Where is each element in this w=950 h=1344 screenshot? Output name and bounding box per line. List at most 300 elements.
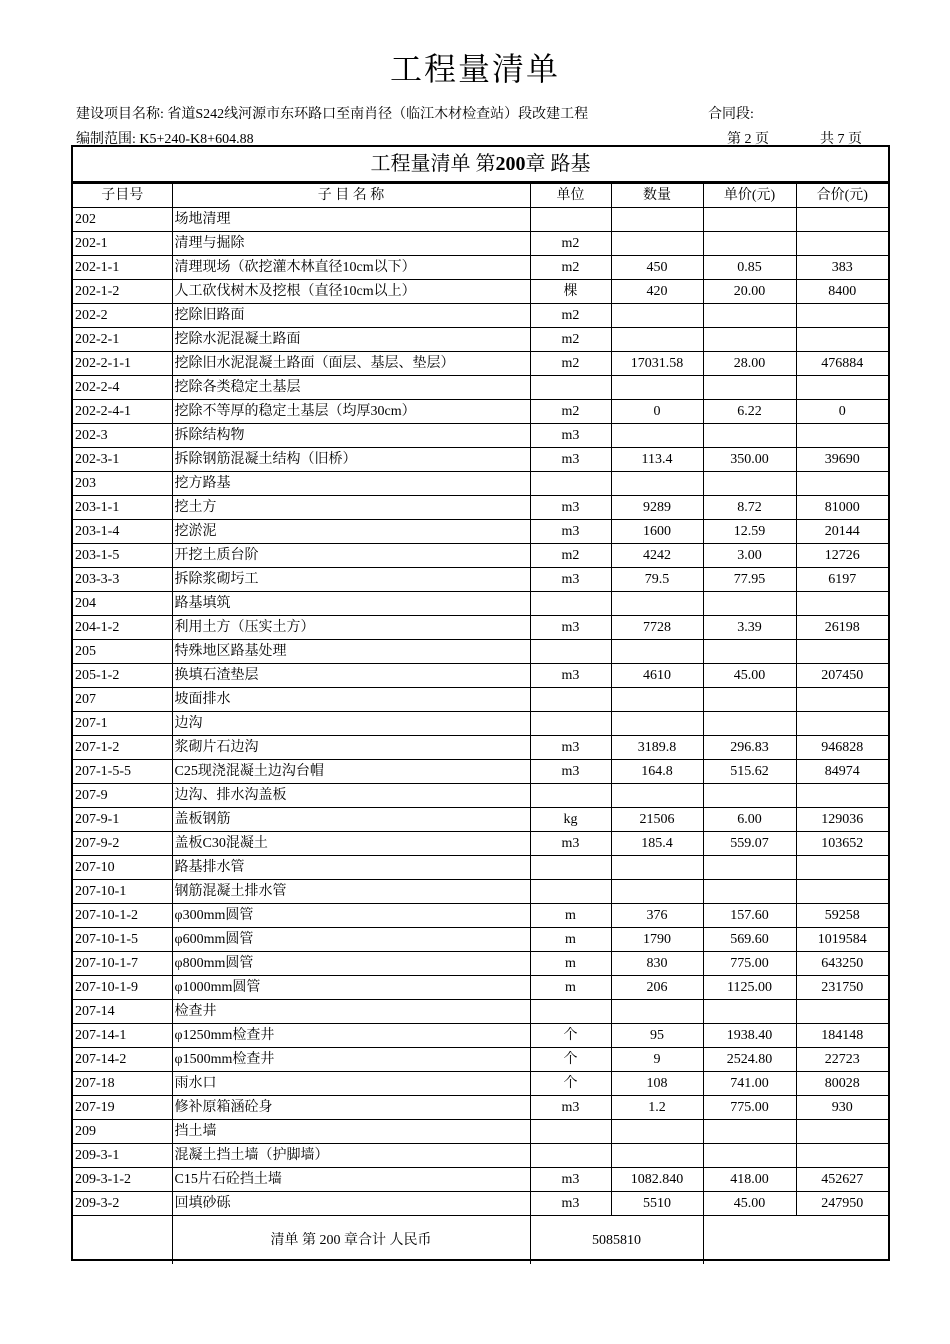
total-value: 5085810	[530, 1216, 703, 1265]
cell-price	[703, 424, 796, 448]
table-row	[73, 448, 888, 472]
cell-code: 207-18	[73, 1072, 172, 1096]
cell-name: 路基排水管	[172, 856, 530, 880]
cell-code: 207	[73, 688, 172, 712]
cell-qty: 376	[611, 904, 703, 928]
cell-qty: 1082.840	[611, 1168, 703, 1192]
cell-price	[703, 376, 796, 400]
cell-qty: 95	[611, 1024, 703, 1048]
cell-qty: 206	[611, 976, 703, 1000]
cell-total: 8400	[796, 280, 888, 304]
cell-price: 157.60	[703, 904, 796, 928]
cell-qty	[611, 376, 703, 400]
cell-price	[703, 592, 796, 616]
cell-unit: m	[530, 976, 611, 1000]
cell-unit: m3	[530, 520, 611, 544]
cell-unit	[530, 688, 611, 712]
cell-name: 拆除钢筋混凝土结构（旧桥）	[172, 448, 530, 472]
cell-price: 741.00	[703, 1072, 796, 1096]
table-row	[73, 568, 888, 592]
cell-unit: kg	[530, 808, 611, 832]
cell-price	[703, 856, 796, 880]
sheet-title-prefix: 工程量清单 第	[370, 153, 496, 175]
cell-unit: m3	[530, 736, 611, 760]
cell-code: 207-10-1-9	[73, 976, 172, 1000]
sheet-title	[73, 147, 888, 183]
cell-code: 207-19	[73, 1096, 172, 1120]
cell-total: 207450	[796, 664, 888, 688]
table-row	[73, 400, 888, 424]
cell-code: 204-1-2	[73, 616, 172, 640]
cell-price: 3.39	[703, 616, 796, 640]
cell-name: 换填石渣垫层	[172, 664, 530, 688]
cell-total: 129036	[796, 808, 888, 832]
cell-price: 2524.80	[703, 1048, 796, 1072]
cell-unit: m3	[530, 448, 611, 472]
table-row	[73, 904, 888, 928]
cell-total: 20144	[796, 520, 888, 544]
cell-price	[703, 304, 796, 328]
cell-unit: m	[530, 904, 611, 928]
cell-code: 202	[73, 208, 172, 232]
table-row	[73, 1120, 888, 1144]
cell-qty: 830	[611, 952, 703, 976]
cell-name: 挖除各类稳定土基层	[172, 376, 530, 400]
bill-table	[73, 183, 888, 1264]
cell-price	[703, 208, 796, 232]
cell-total	[796, 1120, 888, 1144]
contract-section: 合同段:	[708, 107, 754, 122]
cell-name: 浆砌片石边沟	[172, 736, 530, 760]
cell-qty	[611, 208, 703, 232]
cell-total: 6197	[796, 568, 888, 592]
cell-qty: 9	[611, 1048, 703, 1072]
cell-code: 207-1-2	[73, 736, 172, 760]
cell-unit: 个	[530, 1048, 611, 1072]
table-row	[73, 760, 888, 784]
cell-price: 418.00	[703, 1168, 796, 1192]
cell-price	[703, 232, 796, 256]
table-row	[73, 1096, 888, 1120]
cell-total	[796, 592, 888, 616]
cell-code: 207-9-2	[73, 832, 172, 856]
cell-unit: m2	[530, 328, 611, 352]
cell-code: 207-10-1-7	[73, 952, 172, 976]
cell-name: 清理与掘除	[172, 232, 530, 256]
table-row	[73, 280, 888, 304]
cell-qty: 21506	[611, 808, 703, 832]
cell-unit: m2	[530, 304, 611, 328]
cell-price	[703, 640, 796, 664]
cell-unit	[530, 208, 611, 232]
cell-name: 开挖土质台阶	[172, 544, 530, 568]
cell-unit	[530, 880, 611, 904]
cell-qty: 4242	[611, 544, 703, 568]
cell-code: 202-1-1	[73, 256, 172, 280]
cell-unit: 个	[530, 1024, 611, 1048]
cell-name: φ1500mm检查井	[172, 1048, 530, 1072]
cell-code: 205	[73, 640, 172, 664]
cell-price	[703, 1144, 796, 1168]
cell-total	[796, 376, 888, 400]
cell-price: 20.00	[703, 280, 796, 304]
table-row	[73, 592, 888, 616]
cell-total: 452627	[796, 1168, 888, 1192]
cell-code: 202-3	[73, 424, 172, 448]
cell-unit: m3	[530, 1168, 611, 1192]
table-row	[73, 1144, 888, 1168]
cell-total: 247950	[796, 1192, 888, 1216]
table-row	[73, 544, 888, 568]
table-body	[73, 208, 888, 1216]
cell-total	[796, 712, 888, 736]
cell-qty	[611, 856, 703, 880]
cell-unit: m2	[530, 544, 611, 568]
cell-code: 202-1-2	[73, 280, 172, 304]
cell-code: 207-9-1	[73, 808, 172, 832]
cell-unit: 个	[530, 1072, 611, 1096]
cell-code: 203	[73, 472, 172, 496]
cell-total	[796, 688, 888, 712]
cell-qty: 79.5	[611, 568, 703, 592]
sheet-title-suffix: 章 路基	[525, 153, 591, 175]
cell-price	[703, 328, 796, 352]
cell-code: 207-14	[73, 1000, 172, 1024]
cell-name: 清理现场（砍挖灌木林直径10cm以下）	[172, 256, 530, 280]
cell-qty: 9289	[611, 496, 703, 520]
cell-code: 203-1-4	[73, 520, 172, 544]
cell-qty	[611, 1120, 703, 1144]
cell-code: 207-10-1-5	[73, 928, 172, 952]
cell-name: 修补原箱涵砼身	[172, 1096, 530, 1120]
cell-unit: m3	[530, 496, 611, 520]
cell-total: 22723	[796, 1048, 888, 1072]
cell-unit: m3	[530, 760, 611, 784]
cell-total	[796, 1144, 888, 1168]
cell-price	[703, 880, 796, 904]
cell-code: 202-2-4	[73, 376, 172, 400]
table-row	[73, 496, 888, 520]
cell-unit: m	[530, 928, 611, 952]
cell-total: 39690	[796, 448, 888, 472]
cell-name: 拆除浆砌圬工	[172, 568, 530, 592]
cell-price	[703, 1120, 796, 1144]
cell-total: 81000	[796, 496, 888, 520]
cell-price: 0.85	[703, 256, 796, 280]
cell-name: 盖板钢筋	[172, 808, 530, 832]
cell-qty: 108	[611, 1072, 703, 1096]
cell-total	[796, 856, 888, 880]
cell-name: 人工砍伐树木及挖根（直径10cm以上）	[172, 280, 530, 304]
cell-total: 1019584	[796, 928, 888, 952]
cell-name: 检查井	[172, 1000, 530, 1024]
cell-total	[796, 640, 888, 664]
col-header-qty: 数量	[611, 184, 703, 208]
cell-total: 231750	[796, 976, 888, 1000]
cell-price: 6.00	[703, 808, 796, 832]
cell-unit	[530, 856, 611, 880]
cell-unit: m3	[530, 832, 611, 856]
page-number: 第 2 页	[727, 132, 769, 147]
cell-qty: 7728	[611, 616, 703, 640]
cell-qty: 420	[611, 280, 703, 304]
table-row	[73, 952, 888, 976]
cell-qty	[611, 304, 703, 328]
table-row	[73, 784, 888, 808]
cell-total	[796, 208, 888, 232]
cell-code: 207-1-5-5	[73, 760, 172, 784]
cell-code: 202-2-1-1	[73, 352, 172, 376]
cell-name: 回填砂砾	[172, 1192, 530, 1216]
cell-unit: m3	[530, 616, 611, 640]
cell-name: 挖除旧路面	[172, 304, 530, 328]
cell-code: 203-1-1	[73, 496, 172, 520]
table-row	[73, 1048, 888, 1072]
col-header-unit: 单位	[530, 184, 611, 208]
cell-unit: m3	[530, 664, 611, 688]
cell-name: 边沟、排水沟盖板	[172, 784, 530, 808]
cell-name: φ600mm圆管	[172, 928, 530, 952]
cell-price: 350.00	[703, 448, 796, 472]
cell-unit	[530, 1144, 611, 1168]
cell-total: 383	[796, 256, 888, 280]
cell-unit	[530, 1000, 611, 1024]
cell-code: 202-3-1	[73, 448, 172, 472]
cell-unit: m3	[530, 1192, 611, 1216]
table-row	[73, 616, 888, 640]
cell-code: 204	[73, 592, 172, 616]
table-row	[73, 1168, 888, 1192]
cell-qty: 3189.8	[611, 736, 703, 760]
cell-price: 1938.40	[703, 1024, 796, 1048]
cell-qty	[611, 1000, 703, 1024]
cell-qty	[611, 472, 703, 496]
cell-total: 12726	[796, 544, 888, 568]
cell-price: 12.59	[703, 520, 796, 544]
cell-name: 挖土方	[172, 496, 530, 520]
cell-code: 207-9	[73, 784, 172, 808]
project-name: 建设项目名称: 省道S242线河源市东环路口至南肖径（临江木材检查站）段改建工程	[76, 107, 589, 122]
cell-price: 559.07	[703, 832, 796, 856]
cell-name: 盖板C30混凝土	[172, 832, 530, 856]
cell-code: 207-10-1	[73, 880, 172, 904]
table-row	[73, 928, 888, 952]
cell-unit: m3	[530, 1096, 611, 1120]
col-header-total: 合价(元)	[796, 184, 888, 208]
cell-code: 203-1-5	[73, 544, 172, 568]
cell-qty: 113.4	[611, 448, 703, 472]
cell-unit: m	[530, 952, 611, 976]
cell-name: 挖方路基	[172, 472, 530, 496]
cell-total: 946828	[796, 736, 888, 760]
table-row	[73, 640, 888, 664]
cell-code: 207-14-2	[73, 1048, 172, 1072]
cell-name: 钢筋混凝土排水管	[172, 880, 530, 904]
cell-price: 3.00	[703, 544, 796, 568]
total-empty-cell	[73, 1216, 172, 1265]
cell-code: 207-14-1	[73, 1024, 172, 1048]
cell-name: 坡面排水	[172, 688, 530, 712]
table-row	[73, 1192, 888, 1216]
table-row	[73, 976, 888, 1000]
cell-name: 挖除不等厚的稳定土基层（均厚30cm）	[172, 400, 530, 424]
cell-unit: m2	[530, 352, 611, 376]
cell-qty	[611, 712, 703, 736]
table-row	[73, 208, 888, 232]
cell-price: 28.00	[703, 352, 796, 376]
cell-unit: m2	[530, 232, 611, 256]
cell-name: 利用土方（压实土方）	[172, 616, 530, 640]
cell-unit	[530, 712, 611, 736]
cell-total	[796, 328, 888, 352]
cell-code: 207-10	[73, 856, 172, 880]
cell-name: 雨水口	[172, 1072, 530, 1096]
document-title: 工程量清单	[389, 51, 560, 87]
table-row	[73, 352, 888, 376]
cell-code: 202-2-1	[73, 328, 172, 352]
cell-code: 209-3-2	[73, 1192, 172, 1216]
cell-name: C25现浇混凝土边沟台帽	[172, 760, 530, 784]
cell-qty	[611, 328, 703, 352]
cell-code: 209-3-1-2	[73, 1168, 172, 1192]
cell-total	[796, 784, 888, 808]
cell-code: 202-2	[73, 304, 172, 328]
cell-price: 1125.00	[703, 976, 796, 1000]
cell-unit: m3	[530, 568, 611, 592]
cell-qty: 4610	[611, 664, 703, 688]
cell-name: 特殊地区路基处理	[172, 640, 530, 664]
table-row	[73, 232, 888, 256]
cell-unit	[530, 592, 611, 616]
cell-qty: 450	[611, 256, 703, 280]
cell-price: 8.72	[703, 496, 796, 520]
cell-price	[703, 784, 796, 808]
table-row	[73, 328, 888, 352]
col-header-code: 子目号	[73, 184, 172, 208]
cell-code: 203-3-3	[73, 568, 172, 592]
cell-price: 6.22	[703, 400, 796, 424]
cell-code: 207-1	[73, 712, 172, 736]
cell-qty	[611, 784, 703, 808]
cell-total: 103652	[796, 832, 888, 856]
cell-total: 84974	[796, 760, 888, 784]
cell-qty	[611, 688, 703, 712]
cell-qty	[611, 640, 703, 664]
cell-name: 边沟	[172, 712, 530, 736]
cell-price	[703, 1000, 796, 1024]
cell-total: 26198	[796, 616, 888, 640]
chapter-number: 200	[495, 153, 526, 175]
cell-unit	[530, 784, 611, 808]
total-row	[73, 1216, 888, 1265]
table-row	[73, 520, 888, 544]
cell-name: φ800mm圆管	[172, 952, 530, 976]
table-row	[73, 424, 888, 448]
cell-total	[796, 424, 888, 448]
cell-qty: 1600	[611, 520, 703, 544]
cell-qty: 17031.58	[611, 352, 703, 376]
cell-name: 挖除水泥混凝土路面	[172, 328, 530, 352]
table-row	[73, 688, 888, 712]
table-row	[73, 304, 888, 328]
cell-price	[703, 712, 796, 736]
cell-unit: 棵	[530, 280, 611, 304]
cell-name: 混凝土挡土墙（护脚墙）	[172, 1144, 530, 1168]
table-row	[73, 880, 888, 904]
table-row	[73, 1024, 888, 1048]
cell-code: 209-3-1	[73, 1144, 172, 1168]
cell-total: 476884	[796, 352, 888, 376]
table-row	[73, 376, 888, 400]
cell-unit: m2	[530, 400, 611, 424]
table-row	[73, 664, 888, 688]
cell-total	[796, 472, 888, 496]
cell-qty: 164.8	[611, 760, 703, 784]
cell-qty: 0	[611, 400, 703, 424]
cell-qty	[611, 424, 703, 448]
cell-name: 拆除结构物	[172, 424, 530, 448]
cell-price	[703, 688, 796, 712]
cell-total	[796, 1000, 888, 1024]
cell-code: 209	[73, 1120, 172, 1144]
cell-name: 挖除旧水泥混凝土路面（面层、基层、垫层）	[172, 352, 530, 376]
cell-unit: m2	[530, 256, 611, 280]
cell-price: 569.60	[703, 928, 796, 952]
cell-total: 184148	[796, 1024, 888, 1048]
cell-code: 205-1-2	[73, 664, 172, 688]
table-row	[73, 1000, 888, 1024]
cell-name: φ1250mm检查井	[172, 1024, 530, 1048]
col-header-price: 单价(元)	[703, 184, 796, 208]
cell-qty	[611, 592, 703, 616]
table-row	[73, 832, 888, 856]
cell-total	[796, 232, 888, 256]
cell-total	[796, 880, 888, 904]
cell-name: 路基填筑	[172, 592, 530, 616]
cell-price: 45.00	[703, 1192, 796, 1216]
total-blank	[703, 1216, 888, 1265]
cell-total: 59258	[796, 904, 888, 928]
table-row	[73, 712, 888, 736]
cell-qty: 1790	[611, 928, 703, 952]
cell-qty	[611, 880, 703, 904]
total-pages: 共 7 页	[820, 132, 862, 147]
cell-total: 643250	[796, 952, 888, 976]
cell-name: 挡土墙	[172, 1120, 530, 1144]
cell-unit	[530, 376, 611, 400]
scope: 编制范围: K5+240-K8+604.88	[76, 132, 254, 147]
cell-unit	[530, 472, 611, 496]
cell-price: 77.95	[703, 568, 796, 592]
cell-price: 775.00	[703, 1096, 796, 1120]
cell-qty	[611, 232, 703, 256]
cell-price: 45.00	[703, 664, 796, 688]
cell-name: C15片石砼挡土墙	[172, 1168, 530, 1192]
table-row	[73, 1072, 888, 1096]
cell-name: 挖淤泥	[172, 520, 530, 544]
cell-price	[703, 472, 796, 496]
cell-unit	[530, 1120, 611, 1144]
cell-unit: m3	[530, 424, 611, 448]
total-label: 清单 第 200 章合计 人民币	[172, 1216, 530, 1265]
cell-total: 0	[796, 400, 888, 424]
cell-total: 930	[796, 1096, 888, 1120]
cell-name: φ300mm圆管	[172, 904, 530, 928]
bill-sheet	[71, 145, 890, 1261]
cell-total	[796, 304, 888, 328]
cell-qty	[611, 1144, 703, 1168]
cell-price: 515.62	[703, 760, 796, 784]
